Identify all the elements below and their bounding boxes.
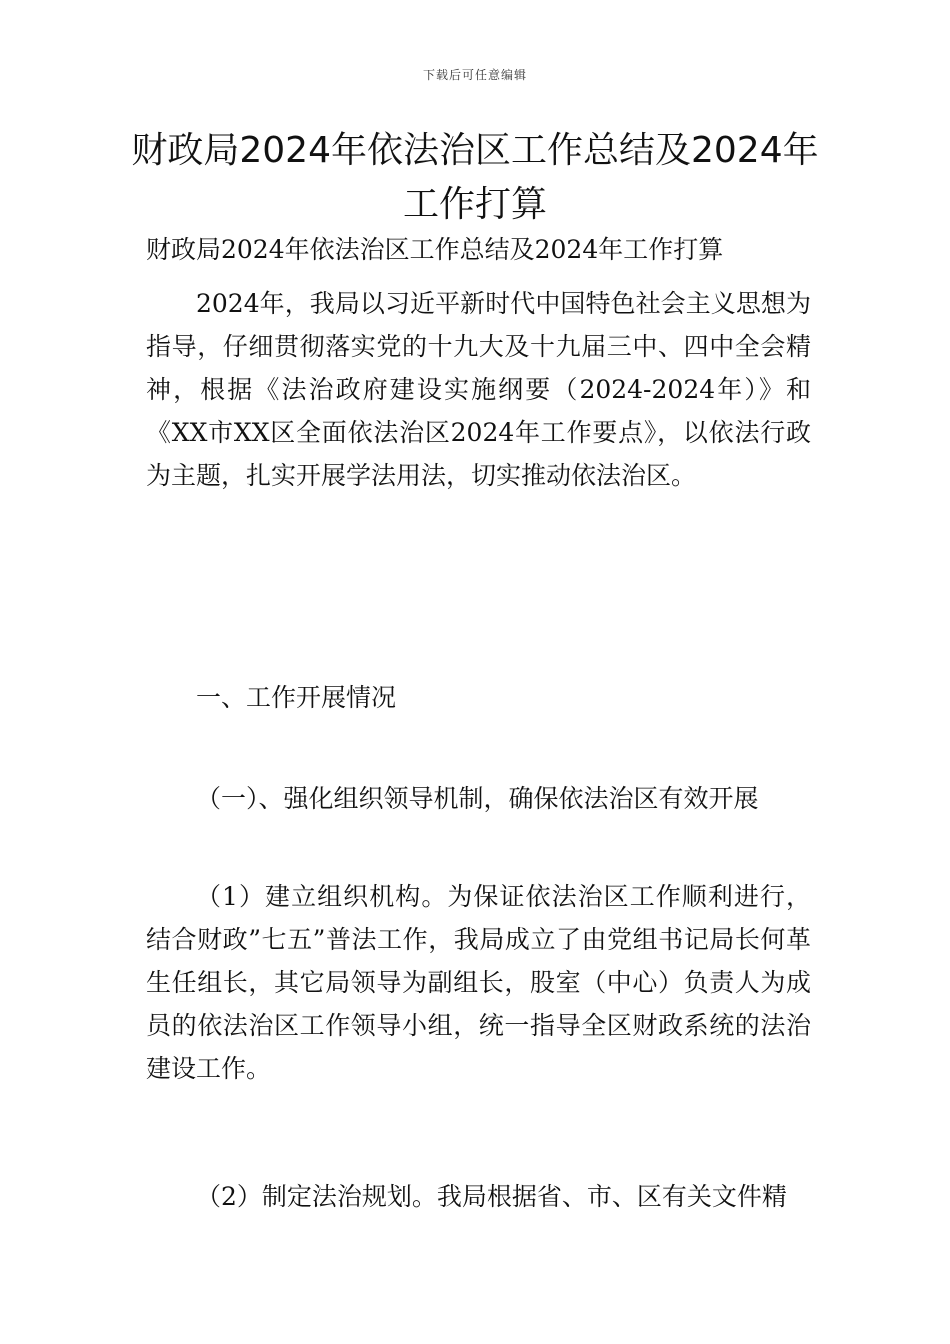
item-paragraph-2: （2）制定法治规划。我局根据省、市、区有关文件精	[196, 1182, 787, 1211]
section-heading: 一、工作开展情况	[196, 683, 397, 712]
document-subtitle: 财政局2024年依法治区工作总结及2024年工作打算	[146, 235, 724, 264]
header-note: 下载后可任意编辑	[422, 68, 527, 82]
document-title: 财政局2024年依法治区工作总结及2024年工作打算	[131, 130, 819, 225]
item-paragraph-1: （1）建立组织机构。为保证依法治区工作顺利进行，结合财政”七五”普法工作，我局成立了由党组书记局长何革生任组长，其它局领导为副组长，股室（中心）负责人为成员的依法治区工作领导小组，统一指导全区财政系统的法治建设工作。	[146, 882, 811, 1083]
intro-paragraph: 2024年，我局以习近平新时代中国特色社会主义思想为指导，仔细贯彻落实党的十九大及十九届三中、四中全会精神，根据《法治政府建设实施纲要（2024-2024年）》和《XX市XX区全面依法治区2024年工作要点》，以依法行政为主题，扎实开展学法用法，切实推动依法治区。	[146, 289, 811, 490]
subsection-heading: （一）、强化组织领导机制，确保依法治区有效开展	[196, 784, 759, 813]
